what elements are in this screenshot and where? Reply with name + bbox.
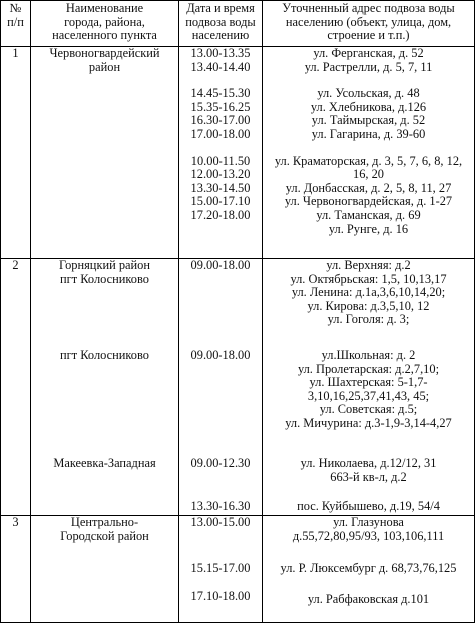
row-3-num: 3 — [12, 515, 19, 529]
row-1-times: 13.00-13.35 13.40-14.40 14.45-15.30 15.35-16.25 16.30-17.00 17.00-18.00 10.00-11.50 12.00-13.20 13.30-14.50 15.00-17.10 17.20-18.00 — [190, 46, 251, 222]
header-num: № п/п — [7, 1, 24, 29]
row-3-address-2: ул. Р. Люксембург д. 68,73,76,125 — [280, 561, 457, 575]
row-2-addresses-1: ул. Верхняя: д.2 ул. Октябрьская: 1,5, 10,13,17 ул. Ленина: д.1а,3,6,10,14,20; ул. Кирова: д.3,5,10, 12 ул. Гоголя: д. 3; — [290, 258, 447, 327]
row-2-num: 2 — [12, 258, 19, 272]
header-address: Уточненный адрес подвоза воды населению (объект, улица, дом, строение и т.п.) — [282, 1, 455, 43]
header-time: Дата и время подвоза воды населению — [185, 1, 256, 43]
row-2-name: Горняцкий район пгт Колосниково — [59, 258, 150, 286]
row-1-name: Червоногвардейский район — [49, 46, 160, 74]
row-3-time-2: 15.15-17.00 — [190, 561, 251, 575]
row-2-time-4: 13.30-16.30 — [190, 499, 251, 513]
row-2-name-3: Макеевка-Западная — [53, 456, 156, 470]
row-1-addresses: ул. Ферганская, д. 52 ул. Растрелли, д. 5, 7, 11 ул. Усольская, д. 48 ул. Хлебникова, д.126 ул. Таймырская, д. 52 ул. Гагарина, д. 39-60 ул. Краматорская, д. 3, 5, 7, 6, 8, 12, 16, 20 ул. Донбасская, д. 2, 5, 8, 11, 27 ул. Червоногвардейская, д. 1-27 ул. Таманская, д. 69 ул. Рунге, д. 16 — [274, 46, 463, 236]
row-3-time-1: 13.00-15.00 — [190, 515, 251, 529]
row-3-time-3: 17.10-18.00 — [190, 589, 251, 603]
row-2-addresses-3: ул. Николаева, д.12/12, 31 663-й кв-л, д.2 — [300, 456, 437, 484]
row-2-addresses-2: ул.Школьная: д. 2 ул. Пролетарская: д.2,7,10; ул. Шахтерская: 5-1,7- 3,10,16,25,37,41,43, 45; ул. Советская: д.5; ул. Мичурина: д.3-1,9-3,14-4,27 — [285, 348, 452, 430]
row-1-num: 1 — [12, 46, 19, 60]
row-3-addresses-1: ул. Глазунова д.55,72,80,95/93, 103,106,111 — [292, 515, 445, 543]
row-2-time-2: 09.00-18.00 — [190, 348, 251, 362]
row-3-name: Центрально- Городской район — [60, 515, 149, 543]
row-3-address-3: ул. Рабфаковская д.101 — [307, 592, 430, 606]
row-2-time-1: 09.00-18.00 — [190, 258, 251, 272]
header-name: Наименование города, района, населенного пункта — [52, 1, 157, 43]
row-2-name-2: пгт Колосниково — [60, 348, 149, 362]
row-2-address-4: пос. Куйбышево, д.19, 54/4 — [297, 499, 440, 513]
row-2-time-3: 09.00-12.30 — [190, 456, 251, 470]
